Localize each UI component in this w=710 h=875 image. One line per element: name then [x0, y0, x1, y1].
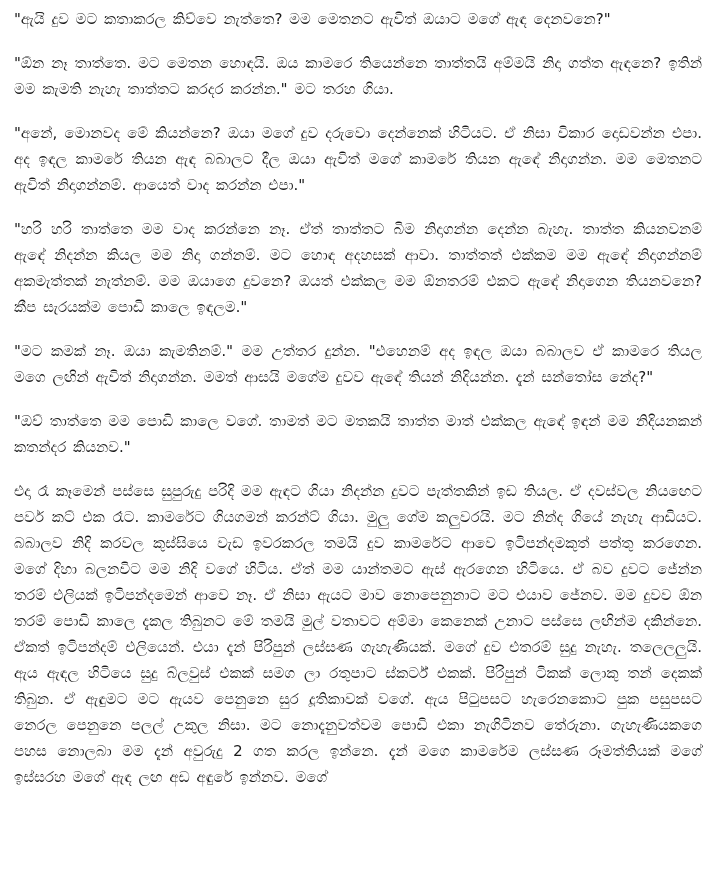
paragraph-2: "ඕන නෑ තාත්තෙ. මට මෙතන හොඳයි. ඔය කාමරෙ තියෙන්නෙ තාත්තයි අම්මයි නිදා ගත්ත ඇඳනෙ? ඉතින් මම කැමති නැහැ තාත්තට කරදර කරන්න." මට තරහ ගියා.	[14, 54, 702, 98]
paragraph-7: එදා රෑ කෑමෙන් පස්සෙ සුපුරුදු පරිදි මම ඇඳට ගියා නිදන්න දුවට පැත්තකින් ඉඩ තියල. ඒ දවස්වල නියඟෙට පවර් කට් එක රෑට. කාමරේට ගියගමන් කරන්ට් ගියා. මුලු ගේම කලුවරයි. මට නින්ද ගියේ නැහැ ආඩියට. බබාලව නිදි කරවල කුස්සියෙ වැඩ ඉවරකරල තමයි දුව කාමරේට ආවෙ ඉටිපන්දමකුත් පත්තු කරගෙන. මගේ දිහා බලනවිට මම නිදි වගේ හිටිය. ඒත් මම යාන්තමට ඇස් ඇරගෙන හිටියෙ. ඒ බව දුවට ජේන්න තරම් එලියක් ඉටිපන්දමෙන් ආවෙ නෑ. ඒ නිසා ඇයට මාව නොපෙනුනාට මට එයාව ජේනව. මම දුවව ඕන තරම් පොඩි කාලෙ දැකල තිබුනට මේ තමයි මුල් වතාවට අම්මා කෙනෙක් උනාට පස්සෙ ලඟින්ම දකින්නෙ. ඒකත් ඉටිපන්දම් එලියෙන්. එයා දැන් පිරිපුන් ලස්සණ ගැහැණියක්. මගේ දුව එතරම් සුදු නැහැ. තලෙලලුයි. ඇය ඇඳල හිටියෙ සුදු බ්ලවුස් එකක් සමග ලා රතුපාට ස්කර්ට් එකක්. පිරිපුන් ටිකක් ලොකු තන් දෙකක් තිබුන. ඒ ඇඳුමට මට ඇයව පෙනුනෙ සුර දූතිකාවක් වගේ. ඇය පිටුපසට හැරෙනකොට පුක පසුපසට නෙරල පෙනුනෙ පලල් උකුල නිසා. මට නොදැනුවත්වම පොඩි එකා නැගිටිනව තේරුනා. ගැහැණියකගෙ පහස නොලබා මම දැන් අවුරුදු 2 ගත කරල ඉන්නෙ. දැන් මගෙ කාමරේම ලස්සණ රූමත්තියක් මගේ ඉස්සරහ මගේ ඇඳ ලඟ අඩ අඳුරේ ඉන්නව. මගේ	[14, 482, 702, 786]
paragraph-5: "මට කමක් නෑ. ඔයා කැමතිනම්." මම උත්තර දුන්න. "එහෙනම් අද ඉඳල ඔයා බබාලව ඒ කාමරෙ තියල මගෙ ලඟින් ඇවිත් නිදාගන්න. මමත් ආසයි මගේම දුවව ඇඳේ තියන් නිදියන්න. දැන් සන්තෝස නේද?"	[14, 342, 702, 386]
paragraph-1: "ඇයි දුව මට කතාකරල කිව්වෙ නැත්තෙ? මම මෙතනට ඇවිත් ඔයාට මගේ ඇඳ දෙනවනෙ?"	[14, 10, 611, 28]
paragraph-6: "ඔව් තාත්තෙ මම පොඩි කාලෙ වගේ. තාමත් මට මතකයි තාත්ත මාත් එක්කල ඇඳේ ඉඳන් මම නිදියනකන් කතන්දර කියනව."	[14, 412, 702, 456]
paragraph-3: "අනේ, මොනවද මේ කියන්නෙ? ඔයා මගේ දුව දරුවො දෙන්නෙක් හිටියට. ඒ නිසා විකාර දොඩවන්න එපා. අද ඉඳල කාමරේ තියන ඇඳ බබාලට දීල ඔයා ඇවිත් මගේ කාමරේ තියන ඇඳේ නිදාගන්න. මම මෙතනට ඇවිත් නිදාගන්නම්. ආයෙත් වාද කරන්න එපා."	[14, 124, 702, 194]
paragraph-4: "හරි හරි තාත්තෙ මම වාද කරන්නෙ නෑ. ඒත් තාත්තට බිම නිදාගන්න දෙන්න බැහැ. තාත්ත කියනවනම් ඇඳේ නිදන්න කියල මම නිදා ගන්නම්. මට හොඳ අදහසක් ආවා. තාත්තත් එක්කම මම ඇඳේ නිදාගන්නම් අකමැත්තක් නැත්නම්. මම ඔයාගෙ දුවනෙ? ඔයත් එක්කල මම ඕනතරම් එකට ඇඳේ නිදාගෙන තියනවනෙ? කීප සැරයක්ම පොඩි කාලෙ ඉඳලම."	[14, 220, 702, 316]
